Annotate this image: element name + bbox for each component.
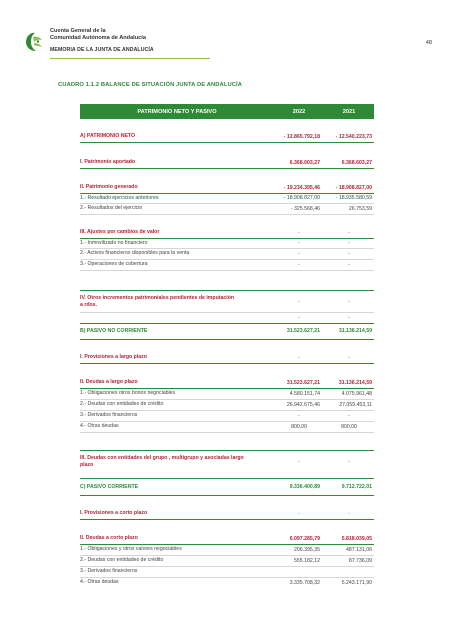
page-number: 48 <box>425 40 432 46</box>
value-2021: - 18.908.827,00 <box>335 184 372 191</box>
value-2022: - <box>298 510 300 517</box>
table-row <box>80 238 374 248</box>
row-label: 1.- Inmovilizado no financiero <box>80 239 148 246</box>
table-row <box>80 480 374 494</box>
row-label: 3.- Derivados financieros <box>80 568 138 574</box>
value-2021: 87.736,09 <box>348 557 372 564</box>
memoria-title: MEMORIA DE LA JUNTA DE ANDALUCÍA <box>50 47 154 53</box>
row-label: 3.- Derivados financieros <box>80 412 138 418</box>
row-divider <box>80 168 374 169</box>
value-2021: - <box>348 412 350 419</box>
table-row <box>80 577 374 588</box>
table-row <box>80 508 374 519</box>
row-label: 1.- Resultado ejercicios anteriores <box>80 194 159 201</box>
value-2022: 26.942.675,46 <box>286 401 320 408</box>
table-row <box>80 193 374 203</box>
row-divider <box>80 478 374 479</box>
table-row <box>80 566 374 577</box>
value-2021: 26.753,59 <box>348 205 372 212</box>
value-2021: 487.131,06 <box>346 546 372 553</box>
value-2021: 5.818.039,05 <box>341 535 372 542</box>
value-2021: 31.136.214,59 <box>338 328 372 334</box>
row-label: 2.- Deudas con entidades de crédito <box>80 557 164 563</box>
value-2022: 206.395,35 <box>294 546 320 553</box>
value-2022: - <box>298 412 300 419</box>
value-2021: - <box>348 459 350 465</box>
row-label: I. Provisiones a corto plazo <box>80 510 148 516</box>
table-row <box>80 227 374 238</box>
table-row <box>80 352 374 363</box>
row-label: I. Provisiones a largo plazo <box>80 354 147 360</box>
row-label: III. Deudas con entidades del grupo , multigrupo y asociadas largo plazo <box>80 455 244 468</box>
value-2022: 31.523.627,21 <box>286 379 320 386</box>
value-2022: 9.336.400,89 <box>289 484 320 490</box>
table-row <box>80 421 374 432</box>
org-line-2: Comunidad Autónoma de Andalucía <box>50 35 146 41</box>
value-2022: - 12.865.792,18 <box>283 133 320 140</box>
value-2021: - <box>348 240 350 246</box>
table-row <box>80 410 374 421</box>
value-2021: - <box>348 510 350 517</box>
value-2021: 27.059.453,11 <box>339 401 372 408</box>
row-divider <box>80 519 374 520</box>
row-divider <box>80 432 374 433</box>
row-label: 2.- Resultados del ejercicio <box>80 205 143 211</box>
value-2021: 5.243.171,90 <box>341 579 372 586</box>
table-row <box>80 131 374 142</box>
table-row <box>80 377 374 388</box>
table-row <box>80 544 374 555</box>
value-2022: - <box>298 240 300 246</box>
value-2022: 31.523.627,21 <box>286 328 320 334</box>
value-2022: - 18.908.827,00 <box>283 195 320 201</box>
row-divider <box>80 495 374 496</box>
column-header-label: PATRIMONIO NETO Y PASIVO <box>137 108 217 115</box>
value-2022: - <box>298 261 300 268</box>
value-2021: - <box>348 250 350 257</box>
value-2021: 4.075.961,48 <box>341 390 372 397</box>
value-2022: - <box>298 229 300 236</box>
row-label: II. Deudas a largo plazo <box>80 379 138 385</box>
table-row <box>80 203 374 214</box>
organization-name <box>50 28 146 42</box>
value-2022: 800,00 <box>291 423 307 430</box>
value-2021: - <box>348 261 350 268</box>
row-label: B) PASIVO NO CORRIENTE <box>80 327 148 334</box>
table-row <box>80 533 374 544</box>
table-row <box>80 324 374 338</box>
table-row <box>80 292 374 312</box>
value-2022: - <box>298 314 300 321</box>
value-2021: - <box>348 354 350 361</box>
table-row <box>80 451 374 473</box>
table-row <box>80 259 374 270</box>
value-2021: 9.712.722,01 <box>341 484 372 490</box>
row-label: 3.- Operaciones de cobertura <box>80 261 148 267</box>
value-2022: - <box>298 299 300 305</box>
row-label: 2.- Activos financieros disponibles para la venta <box>80 250 190 256</box>
row-divider <box>80 214 374 215</box>
row-label: IV. Otros incrementos patrimoniales pendientes de imputación a rdos. <box>80 295 235 308</box>
row-label: 2.- Deudas con entidades de crédito <box>80 401 164 407</box>
value-2022: - <box>298 250 300 257</box>
row-divider <box>80 363 374 364</box>
row-label: 4.- Otras deudas <box>80 579 119 585</box>
row-divider <box>80 270 374 271</box>
value-2022: 3.335.708,32 <box>289 579 320 586</box>
row-divider <box>80 142 374 143</box>
value-2021: - 12.540.223,73 <box>335 133 372 140</box>
row-label: I. Patrimonio aportado <box>80 159 136 165</box>
balance-table <box>80 104 374 586</box>
row-label: II. Deudas a corto plazo <box>80 535 138 541</box>
table-row <box>80 312 374 323</box>
row-divider <box>80 290 374 291</box>
row-label: A) PATRIMONIO NETO <box>80 133 136 139</box>
value-2022: 4.580.151,74 <box>289 390 320 397</box>
page-header <box>22 24 432 64</box>
header-divider <box>50 58 210 59</box>
table-row <box>80 182 374 193</box>
row-label: C) PASIVO CORRIENTE <box>80 483 139 490</box>
org-line-1: Cuenta General de la <box>50 28 106 34</box>
column-header-2021: 2021 <box>342 108 356 115</box>
value-2022: - 19.234.395,46 <box>283 184 320 191</box>
table-row <box>80 248 374 259</box>
value-2021: - <box>348 229 350 236</box>
row-label: 1.- Obligaciones otros bonos negociables <box>80 390 176 396</box>
value-2022: - 325.568,46 <box>290 205 320 212</box>
value-2021: 6.368.603,27 <box>341 159 372 166</box>
table-title: CUADRO 1.1.2 BALANCE DE SITUACIÓN JUNTA DE ANDALUCÍA <box>58 82 243 88</box>
table-row <box>80 157 374 168</box>
value-2021: 31.136.214,59 <box>338 379 372 386</box>
row-divider <box>80 339 374 340</box>
table-row <box>80 555 374 566</box>
value-2022: 6.368.603,27 <box>289 159 320 166</box>
value-2022: - <box>298 459 300 465</box>
value-2021: - <box>348 314 350 321</box>
row-label: 1.- Obligaciones y otros valores negociables <box>80 546 182 552</box>
value-2022: - <box>298 354 300 361</box>
table-row <box>80 388 374 399</box>
row-label: III. Ajustes por cambios de valor <box>80 229 160 235</box>
value-2022: 555.182,12 <box>294 557 320 564</box>
value-2021: - <box>348 299 350 305</box>
junta-andalucia-logo-icon <box>22 30 46 54</box>
column-header-2022: 2022 <box>292 108 306 115</box>
row-label: 4.- Otras deudas <box>80 423 119 429</box>
row-label: II. Patrimonio generado <box>80 184 138 190</box>
value-2021: 800,00 <box>341 423 357 430</box>
value-2022: 6.097.285,79 <box>289 535 320 542</box>
value-2021: - 18.935.580,59 <box>335 195 372 201</box>
table-header-row <box>80 104 374 119</box>
table-row <box>80 399 374 410</box>
